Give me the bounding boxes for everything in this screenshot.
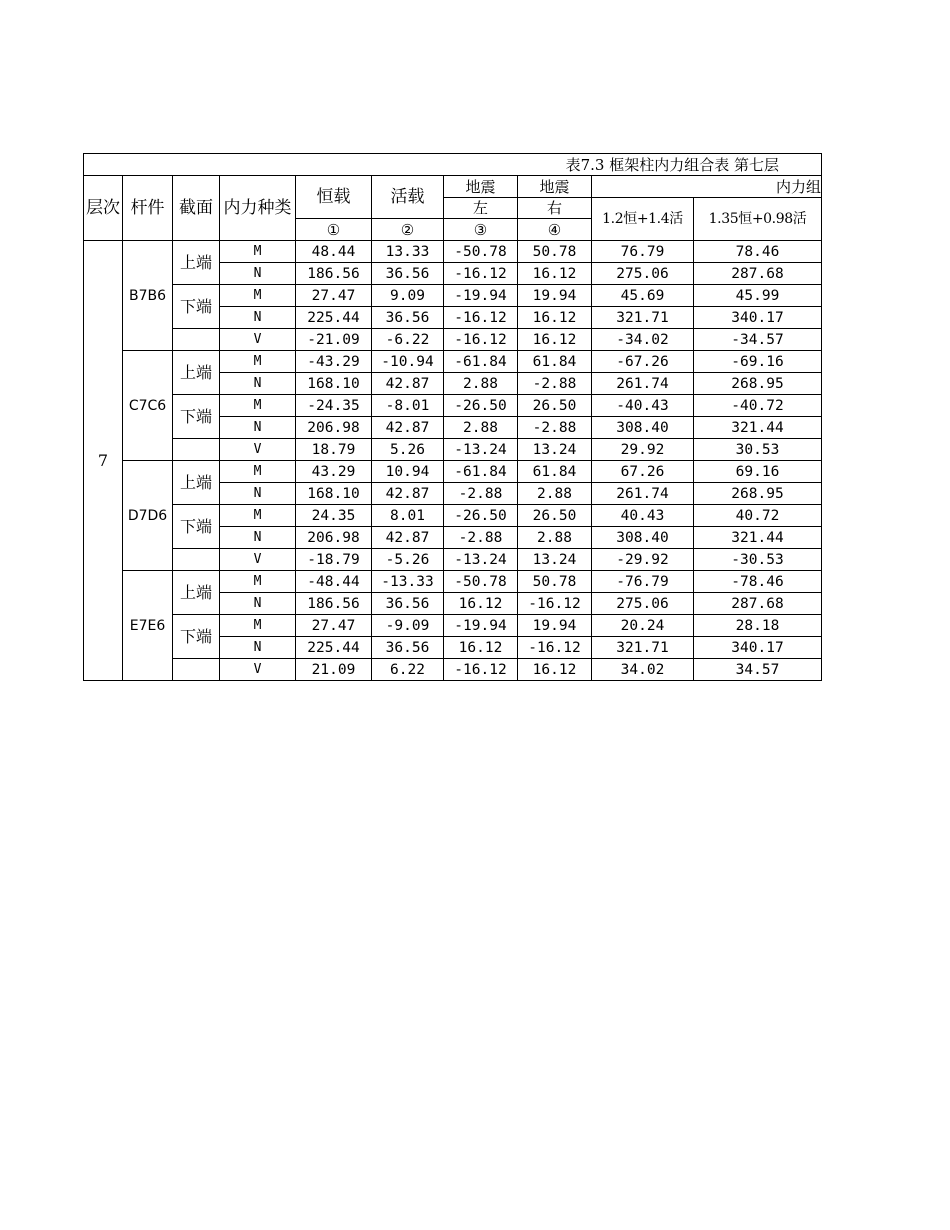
value-cell: 186.56 xyxy=(296,593,372,615)
section-bottom-cell: 下端 xyxy=(173,615,220,659)
value-cell: 78.46 xyxy=(694,241,822,263)
value-cell: 34.57 xyxy=(694,659,822,681)
header-index-3: ③ xyxy=(444,219,518,241)
header-dead-load: 恒载 xyxy=(296,176,372,219)
table-row xyxy=(84,659,822,681)
header-combination-group: 内力组 xyxy=(592,176,822,198)
value-cell: 36.56 xyxy=(372,307,444,329)
force-type-cell: N xyxy=(220,373,296,395)
value-cell: 268.95 xyxy=(694,373,822,395)
table-row xyxy=(84,505,822,527)
section-top-cell: 上端 xyxy=(173,241,220,285)
value-cell: -61.84 xyxy=(444,461,518,483)
value-cell: 16.12 xyxy=(518,263,592,285)
value-cell: 36.56 xyxy=(372,637,444,659)
value-cell: 48.44 xyxy=(296,241,372,263)
value-cell: 36.56 xyxy=(372,593,444,615)
value-cell: 19.94 xyxy=(518,615,592,637)
table-row xyxy=(84,549,822,571)
value-cell: -2.88 xyxy=(444,527,518,549)
value-cell: 2.88 xyxy=(518,483,592,505)
value-cell: -30.53 xyxy=(694,549,822,571)
value-cell: -34.02 xyxy=(592,329,694,351)
value-cell: 5.26 xyxy=(372,439,444,461)
table-title: 表7.3 框架柱内力组合表 第七层 xyxy=(84,154,822,176)
value-cell: 19.94 xyxy=(518,285,592,307)
value-cell: -29.92 xyxy=(592,549,694,571)
value-cell: 18.79 xyxy=(296,439,372,461)
value-cell: 2.88 xyxy=(444,373,518,395)
value-cell: -16.12 xyxy=(518,593,592,615)
value-cell: 340.17 xyxy=(694,637,822,659)
value-cell: 67.26 xyxy=(592,461,694,483)
value-cell: 61.84 xyxy=(518,461,592,483)
value-cell: 21.09 xyxy=(296,659,372,681)
force-type-cell: V xyxy=(220,439,296,461)
section-top-cell: 上端 xyxy=(173,351,220,395)
value-cell: 45.99 xyxy=(694,285,822,307)
member-cell: B7B6 xyxy=(123,241,173,351)
force-type-cell: M xyxy=(220,351,296,373)
section-empty-cell xyxy=(173,549,220,571)
force-type-cell: N xyxy=(220,263,296,285)
force-type-cell: V xyxy=(220,329,296,351)
header-index-1: ① xyxy=(296,219,372,241)
value-cell: 321.71 xyxy=(592,307,694,329)
section-top-cell: 上端 xyxy=(173,571,220,615)
header-story: 层次 xyxy=(84,176,123,241)
header-index-2: ② xyxy=(372,219,444,241)
header-earthquake-left: 地震 xyxy=(444,176,518,198)
value-cell: 225.44 xyxy=(296,307,372,329)
internal-force-combination-table xyxy=(83,153,822,681)
value-cell: 16.12 xyxy=(444,593,518,615)
member-cell: D7D6 xyxy=(123,461,173,571)
force-type-cell: N xyxy=(220,527,296,549)
force-type-cell: N xyxy=(220,417,296,439)
value-cell: -8.01 xyxy=(372,395,444,417)
header-section: 截面 xyxy=(173,176,220,241)
value-cell: -16.12 xyxy=(444,263,518,285)
value-cell: 20.24 xyxy=(592,615,694,637)
value-cell: -78.46 xyxy=(694,571,822,593)
header-combo-2: 1.35恒+0.98活 xyxy=(694,198,822,241)
force-type-cell: V xyxy=(220,659,296,681)
value-cell: 30.53 xyxy=(694,439,822,461)
table-row xyxy=(84,351,822,373)
value-cell: 43.29 xyxy=(296,461,372,483)
table-row xyxy=(84,241,822,263)
value-cell: 26.50 xyxy=(518,395,592,417)
value-cell: 2.88 xyxy=(518,527,592,549)
value-cell: 308.40 xyxy=(592,417,694,439)
value-cell: 36.56 xyxy=(372,263,444,285)
force-type-cell: N xyxy=(220,307,296,329)
value-cell: 268.95 xyxy=(694,483,822,505)
table-row xyxy=(84,439,822,461)
header-live-load: 活载 xyxy=(372,176,444,219)
value-cell: 275.06 xyxy=(592,593,694,615)
value-cell: 287.68 xyxy=(694,263,822,285)
value-cell: -13.24 xyxy=(444,549,518,571)
value-cell: 13.24 xyxy=(518,439,592,461)
story-cell: 7 xyxy=(84,241,123,681)
value-cell: 50.78 xyxy=(518,571,592,593)
value-cell: 16.12 xyxy=(444,637,518,659)
value-cell: -16.12 xyxy=(444,307,518,329)
value-cell: 42.87 xyxy=(372,527,444,549)
value-cell: 308.40 xyxy=(592,527,694,549)
value-cell: -19.94 xyxy=(444,615,518,637)
value-cell: -2.88 xyxy=(518,373,592,395)
value-cell: 2.88 xyxy=(444,417,518,439)
value-cell: -61.84 xyxy=(444,351,518,373)
force-type-cell: V xyxy=(220,549,296,571)
section-bottom-cell: 下端 xyxy=(173,395,220,439)
section-bottom-cell: 下端 xyxy=(173,505,220,549)
table-row xyxy=(84,615,822,637)
force-type-cell: N xyxy=(220,483,296,505)
value-cell: 61.84 xyxy=(518,351,592,373)
value-cell: 275.06 xyxy=(592,263,694,285)
header-combo-1: 1.2恒+1.4活 xyxy=(592,198,694,241)
value-cell: -18.79 xyxy=(296,549,372,571)
value-cell: -2.88 xyxy=(444,483,518,505)
force-type-cell: M xyxy=(220,505,296,527)
force-type-cell: M xyxy=(220,395,296,417)
header-index-4: ④ xyxy=(518,219,592,241)
table-row xyxy=(84,395,822,417)
force-type-cell: M xyxy=(220,615,296,637)
value-cell: 16.12 xyxy=(518,307,592,329)
value-cell: 321.44 xyxy=(694,417,822,439)
value-cell: 26.50 xyxy=(518,505,592,527)
value-cell: -16.12 xyxy=(518,637,592,659)
value-cell: -24.35 xyxy=(296,395,372,417)
value-cell: 287.68 xyxy=(694,593,822,615)
header-member: 杆件 xyxy=(123,176,173,241)
value-cell: -19.94 xyxy=(444,285,518,307)
section-empty-cell xyxy=(173,659,220,681)
value-cell: -13.24 xyxy=(444,439,518,461)
value-cell: 16.12 xyxy=(518,329,592,351)
value-cell: 321.71 xyxy=(592,637,694,659)
value-cell: 16.12 xyxy=(518,659,592,681)
member-cell: C7C6 xyxy=(123,351,173,461)
value-cell: 27.47 xyxy=(296,615,372,637)
value-cell: -50.78 xyxy=(444,241,518,263)
value-cell: 206.98 xyxy=(296,527,372,549)
force-type-cell: M xyxy=(220,241,296,263)
value-cell: -16.12 xyxy=(444,659,518,681)
section-empty-cell xyxy=(173,439,220,461)
value-cell: -34.57 xyxy=(694,329,822,351)
header-earthquake-right: 地震 xyxy=(518,176,592,198)
value-cell: -40.43 xyxy=(592,395,694,417)
section-empty-cell xyxy=(173,329,220,351)
value-cell: 321.44 xyxy=(694,527,822,549)
value-cell: 42.87 xyxy=(372,483,444,505)
header-force-type: 内力种类 xyxy=(220,176,296,241)
value-cell: -9.09 xyxy=(372,615,444,637)
force-type-cell: M xyxy=(220,571,296,593)
value-cell: -26.50 xyxy=(444,505,518,527)
table-row xyxy=(84,461,822,483)
value-cell: 13.33 xyxy=(372,241,444,263)
value-cell: 168.10 xyxy=(296,483,372,505)
value-cell: 69.16 xyxy=(694,461,822,483)
value-cell: -6.22 xyxy=(372,329,444,351)
section-bottom-cell: 下端 xyxy=(173,285,220,329)
value-cell: -67.26 xyxy=(592,351,694,373)
value-cell: -16.12 xyxy=(444,329,518,351)
value-cell: -5.26 xyxy=(372,549,444,571)
table-row xyxy=(84,285,822,307)
value-cell: 261.74 xyxy=(592,483,694,505)
header-right: 右 xyxy=(518,198,592,219)
value-cell: -21.09 xyxy=(296,329,372,351)
value-cell: -43.29 xyxy=(296,351,372,373)
value-cell: 225.44 xyxy=(296,637,372,659)
value-cell: -2.88 xyxy=(518,417,592,439)
value-cell: -40.72 xyxy=(694,395,822,417)
value-cell: 168.10 xyxy=(296,373,372,395)
header-left: 左 xyxy=(444,198,518,219)
value-cell: -13.33 xyxy=(372,571,444,593)
force-type-cell: N xyxy=(220,593,296,615)
value-cell: 40.43 xyxy=(592,505,694,527)
value-cell: 29.92 xyxy=(592,439,694,461)
value-cell: 9.09 xyxy=(372,285,444,307)
table-row xyxy=(84,329,822,351)
value-cell: 206.98 xyxy=(296,417,372,439)
force-type-cell: M xyxy=(220,285,296,307)
value-cell: 186.56 xyxy=(296,263,372,285)
value-cell: 340.17 xyxy=(694,307,822,329)
value-cell: 261.74 xyxy=(592,373,694,395)
value-cell: 28.18 xyxy=(694,615,822,637)
value-cell: 42.87 xyxy=(372,373,444,395)
value-cell: -50.78 xyxy=(444,571,518,593)
value-cell: 76.79 xyxy=(592,241,694,263)
value-cell: -69.16 xyxy=(694,351,822,373)
value-cell: 42.87 xyxy=(372,417,444,439)
value-cell: 50.78 xyxy=(518,241,592,263)
member-cell: E7E6 xyxy=(123,571,173,681)
value-cell: 34.02 xyxy=(592,659,694,681)
value-cell: -10.94 xyxy=(372,351,444,373)
force-type-cell: N xyxy=(220,637,296,659)
table-row xyxy=(84,571,822,593)
value-cell: -76.79 xyxy=(592,571,694,593)
value-cell: -48.44 xyxy=(296,571,372,593)
value-cell: 24.35 xyxy=(296,505,372,527)
value-cell: 6.22 xyxy=(372,659,444,681)
value-cell: 8.01 xyxy=(372,505,444,527)
value-cell: -26.50 xyxy=(444,395,518,417)
force-type-cell: M xyxy=(220,461,296,483)
value-cell: 40.72 xyxy=(694,505,822,527)
value-cell: 13.24 xyxy=(518,549,592,571)
section-top-cell: 上端 xyxy=(173,461,220,505)
value-cell: 10.94 xyxy=(372,461,444,483)
value-cell: 45.69 xyxy=(592,285,694,307)
value-cell: 27.47 xyxy=(296,285,372,307)
